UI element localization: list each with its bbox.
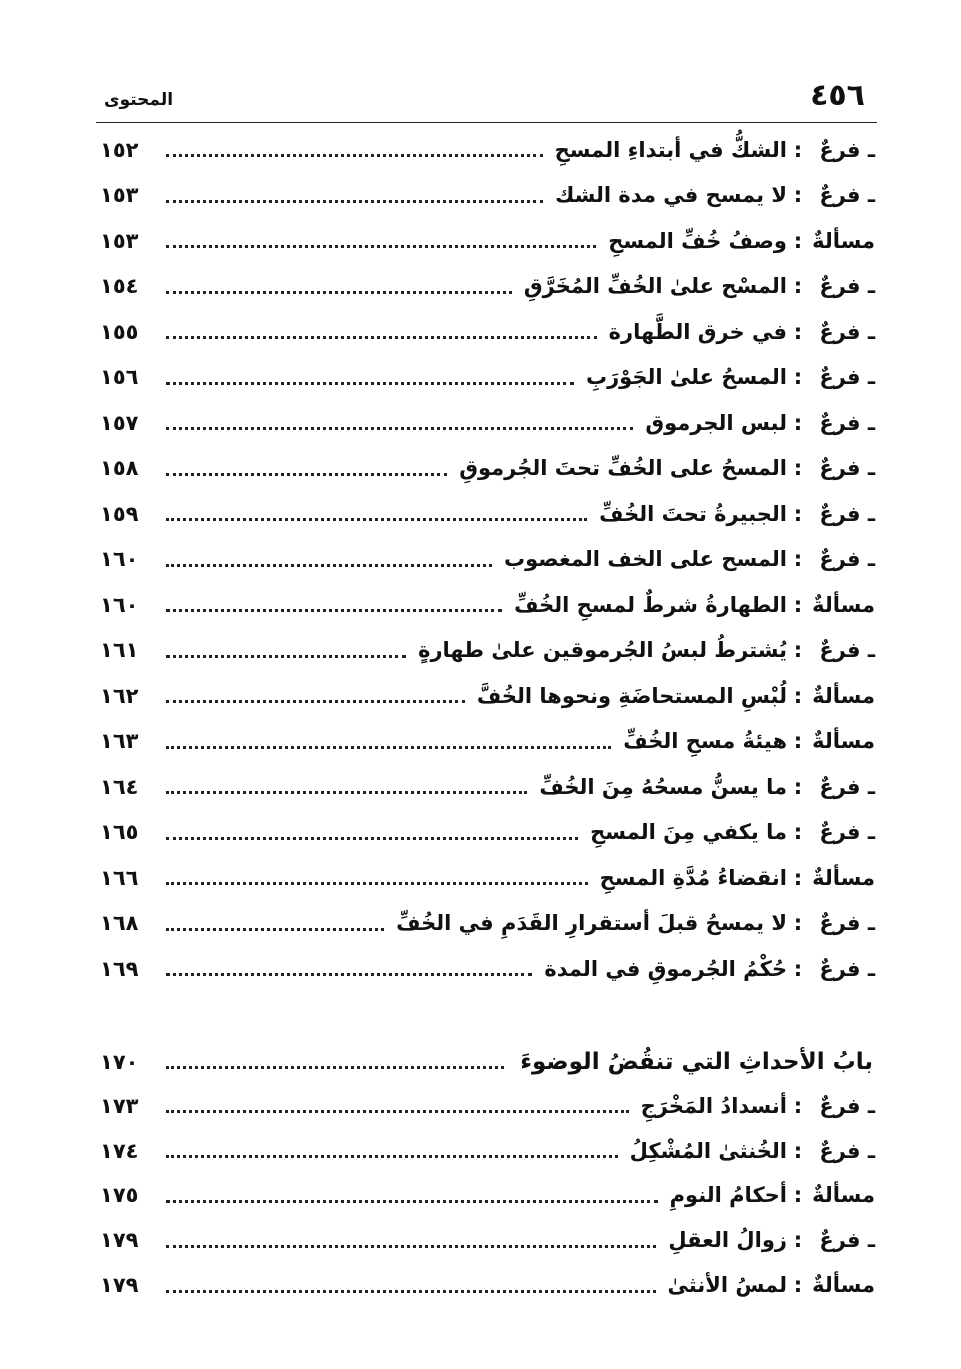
entry-title: وصفُ خُفِّ المسحِ xyxy=(608,228,787,253)
entry-separator: : xyxy=(793,183,803,208)
toc-entry xyxy=(100,446,875,492)
leader-dots xyxy=(166,655,406,658)
toc-entry xyxy=(100,1263,875,1308)
entry-title: الطهارةُ شرطٌ لمسحِ الخُفِّ xyxy=(514,592,787,617)
entry-kind: مسألةٌ xyxy=(812,592,875,617)
leader-dots xyxy=(166,200,543,203)
entry-page-number: ١٥٣ xyxy=(100,228,139,253)
entry-kind: ـ فرعٌ xyxy=(819,410,875,435)
entry-page-number: ١٦٢ xyxy=(100,683,139,708)
leader-dots xyxy=(166,700,465,703)
entry-kind: ـ فرعٌ xyxy=(819,911,875,936)
entry-kind: مسألةٌ xyxy=(812,729,875,754)
entry-kind: مسألةٌ xyxy=(812,1183,875,1208)
entry-separator: : xyxy=(793,592,803,617)
leader-dots xyxy=(166,564,492,567)
entry-separator: : xyxy=(793,319,803,344)
entry-kind: ـ فرعٌ xyxy=(819,1138,875,1163)
entry-separator: : xyxy=(793,729,803,754)
entry-page-number: ١٦٦ xyxy=(100,865,139,890)
entry-separator: : xyxy=(793,1273,803,1298)
entry-page-number: ١٥٤ xyxy=(100,274,139,299)
entry-separator: : xyxy=(793,820,803,845)
leader-dots xyxy=(166,473,447,476)
header-rule xyxy=(96,122,877,123)
entry-separator: : xyxy=(793,228,803,253)
toc-entry xyxy=(100,1084,875,1129)
entry-title: يُشترطُ لبسُ الجُرموقين علىٰ طهارةٍ xyxy=(418,638,787,663)
entry-page-number: ١٥٣ xyxy=(100,183,139,208)
entry-title: لا يمسحُ قبلَ أستقرارِ القَدَمِ في الخُفِّ xyxy=(396,911,787,936)
running-title: المحتوى xyxy=(104,90,174,110)
entry-title: حُكْمُ الجُرموقِ في المدة xyxy=(544,956,787,981)
entry-kind: ـ فرعٌ xyxy=(819,1093,875,1118)
leader-dots xyxy=(166,791,527,794)
entry-kind: ـ فرعٌ xyxy=(819,1228,875,1253)
toc-entry xyxy=(100,173,875,219)
entry-title: المسْح علىٰ الخُفِّ المُخَرَّقِ xyxy=(523,274,787,299)
entry-separator: : xyxy=(793,683,803,708)
entry-title: المسحُ علىٰ الجَوْرَبِ xyxy=(585,365,787,390)
leader-dots xyxy=(166,1066,504,1069)
entry-title: الشكُّ في أبتداءِ المسحِ xyxy=(554,137,787,162)
entry-title: أنسدادُ المَخْرَجِ xyxy=(640,1093,787,1118)
entry-page-number: ١٧٤ xyxy=(100,1138,139,1163)
entry-separator: : xyxy=(793,1183,803,1208)
leader-dots xyxy=(166,427,633,430)
entry-title: الخُنثىٰ المُشْكِلُ xyxy=(629,1138,787,1163)
entry-kind: ـ فرعٌ xyxy=(819,137,875,162)
leader-dots xyxy=(166,1245,656,1248)
entry-page-number: ١٦٣ xyxy=(100,729,139,754)
leader-dots xyxy=(166,245,596,248)
leader-dots xyxy=(166,1290,656,1293)
chapter-heading xyxy=(100,1040,875,1084)
entry-title: ما يسنُّ مسحُهُ مِنَ الخُفِّ xyxy=(539,774,787,799)
toc-entry xyxy=(100,127,875,173)
entry-title: ما يكفي مِنَ المسحِ xyxy=(590,820,787,845)
entry-kind: ـ فرعٌ xyxy=(819,183,875,208)
entry-separator: : xyxy=(793,774,803,799)
entry-separator: : xyxy=(793,1093,803,1118)
entry-kind: مسألةٌ xyxy=(812,228,875,253)
entry-kind: ـ فرعٌ xyxy=(819,638,875,663)
entry-separator: : xyxy=(793,865,803,890)
toc-entry xyxy=(100,946,875,992)
leader-dots xyxy=(166,609,502,612)
entry-title: لبس الجرموق xyxy=(645,410,787,435)
leader-dots xyxy=(166,882,588,885)
entry-page-number: ١٦٠ xyxy=(100,592,139,617)
chapter-entries xyxy=(100,1084,875,1308)
toc-entry xyxy=(100,1128,875,1173)
entry-title: انقضاءُ مُدَّةِ المسحِ xyxy=(599,865,787,890)
entry-kind: مسألةٌ xyxy=(812,1273,875,1298)
entry-page-number: ١٥٢ xyxy=(100,137,139,162)
entry-title: أحكامُ النومِ xyxy=(669,1183,787,1208)
entry-page-number: ١٦٤ xyxy=(100,774,139,799)
toc-entry xyxy=(100,537,875,583)
entry-page-number: ١٥٩ xyxy=(100,501,139,526)
entry-page-number: ١٦٥ xyxy=(100,820,139,845)
page-number: ٤٥٦ xyxy=(810,78,865,113)
toc-entry xyxy=(100,1218,875,1263)
entry-separator: : xyxy=(793,638,803,663)
entry-page-number: ١٧٣ xyxy=(100,1093,139,1118)
entry-title: لمسُ الأنثىٰ xyxy=(667,1273,787,1298)
entry-page-number: ١٧٩ xyxy=(100,1273,139,1298)
entry-kind: ـ فرعٌ xyxy=(819,820,875,845)
toc-entry xyxy=(100,400,875,446)
entry-title: لُبْسِ المستحاضَةِ ونحوها الخُفَّ xyxy=(476,683,787,708)
leader-dots xyxy=(166,382,574,385)
entry-kind: مسألةٌ xyxy=(812,683,875,708)
toc-entry xyxy=(100,491,875,537)
entry-separator: : xyxy=(793,137,803,162)
toc-entry xyxy=(100,264,875,310)
entry-page-number: ١٥٨ xyxy=(100,456,139,481)
toc-entry xyxy=(100,1173,875,1218)
entry-title: زوالُ العقلِ xyxy=(668,1228,787,1253)
entry-page-number: ١٥٥ xyxy=(100,319,139,344)
entry-separator: : xyxy=(793,410,803,435)
table-of-contents xyxy=(100,127,875,1307)
entry-separator: : xyxy=(793,1228,803,1253)
entry-page-number: ١٥٦ xyxy=(100,365,139,390)
toc-entry xyxy=(100,810,875,856)
entry-page-number: ١٧٥ xyxy=(100,1183,139,1208)
toc-entry xyxy=(100,901,875,947)
entry-page-number: ١٦٨ xyxy=(100,911,139,936)
toc-entry xyxy=(100,855,875,901)
leader-dots xyxy=(166,746,611,749)
chapter-title: بابُ الأحداثِ التي تنقُضُ الوضوءَ xyxy=(520,1048,873,1075)
entry-page-number: ١٦٩ xyxy=(100,956,139,981)
entry-title: الجبيرةُ تحتَ الخُفِّ xyxy=(599,501,787,526)
leader-dots xyxy=(166,154,543,157)
entry-kind: ـ فرعٌ xyxy=(819,774,875,799)
leader-dots xyxy=(166,973,532,976)
entry-separator: : xyxy=(793,911,803,936)
leader-dots xyxy=(166,518,587,521)
toc-section-one xyxy=(100,127,875,992)
leader-dots xyxy=(166,1155,618,1158)
entry-separator: : xyxy=(793,1138,803,1163)
entry-kind: ـ فرعٌ xyxy=(819,365,875,390)
leader-dots xyxy=(166,291,512,294)
entry-kind: ـ فرعٌ xyxy=(819,456,875,481)
entry-page-number: ١٦١ xyxy=(100,638,139,663)
entry-kind: مسألةٌ xyxy=(812,865,875,890)
entry-page-number: ١٦٠ xyxy=(100,547,139,572)
toc-entry xyxy=(100,218,875,264)
leader-dots xyxy=(166,1200,658,1203)
toc-entry xyxy=(100,719,875,765)
toc-entry xyxy=(100,355,875,401)
entry-page-number: ١٧٩ xyxy=(100,1228,139,1253)
entry-kind: ـ فرعٌ xyxy=(819,501,875,526)
page-header xyxy=(96,78,877,118)
entry-title: هيئةُ مسحِ الخُفِّ xyxy=(623,729,787,754)
toc-entry xyxy=(100,582,875,628)
entry-title: المسح على الخف المغصوب xyxy=(504,547,787,572)
entry-kind: ـ فرعٌ xyxy=(819,547,875,572)
entry-kind: ـ فرعٌ xyxy=(819,274,875,299)
entry-separator: : xyxy=(793,365,803,390)
toc-entry xyxy=(100,673,875,719)
entry-separator: : xyxy=(793,956,803,981)
entry-separator: : xyxy=(793,547,803,572)
entry-separator: : xyxy=(793,501,803,526)
toc-entry xyxy=(100,764,875,810)
entry-kind: ـ فرعٌ xyxy=(819,956,875,981)
entry-separator: : xyxy=(793,274,803,299)
entry-separator: : xyxy=(793,456,803,481)
leader-dots xyxy=(166,928,384,931)
toc-entry xyxy=(100,628,875,674)
leader-dots xyxy=(166,1110,629,1113)
entry-title: المسحُ على الخُفِّ تحتَ الجُرموقِ xyxy=(459,456,787,481)
chapter-page-number: ١٧٠ xyxy=(100,1049,139,1074)
leader-dots xyxy=(166,336,597,339)
entry-title: لا يمسح في مدة الشك xyxy=(555,183,787,208)
entry-page-number: ١٥٧ xyxy=(100,410,139,435)
toc-section-two xyxy=(100,1040,875,1308)
entry-title: في خرق الطَّهارة xyxy=(608,319,787,344)
toc-entry xyxy=(100,309,875,355)
entry-kind: ـ فرعٌ xyxy=(819,319,875,344)
leader-dots xyxy=(166,837,578,840)
